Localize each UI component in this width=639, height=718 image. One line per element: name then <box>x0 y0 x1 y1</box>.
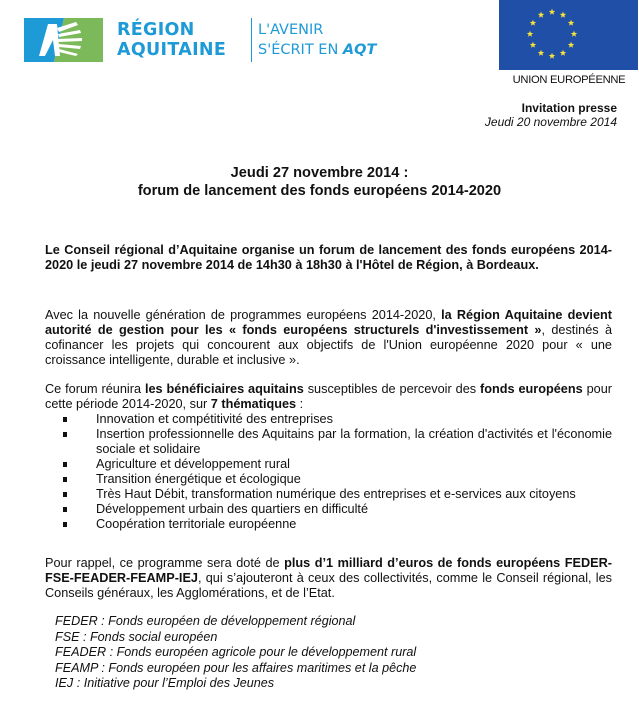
title-line1: Jeudi 27 novembre 2014 : <box>230 165 409 181</box>
bullet-icon <box>63 477 67 482</box>
logo-divider <box>251 18 252 62</box>
list-item <box>63 487 612 502</box>
theme-text: Agriculture et développement rural <box>96 457 290 471</box>
page-title <box>0 164 639 200</box>
acronym-definitions <box>55 614 416 692</box>
theme-text: Très Haut Débit, transformation numérique des entreprises et e-services aux citoyens <box>96 487 576 501</box>
intro-paragraph: Le Conseil régional d’Aquitaine organise un forum de lancement des fonds européens 2014-2020 le jeudi 27 novembre 2014 de 14h30 à 18h30 à l'Hôtel de Région, à Bordeaux. <box>45 243 612 272</box>
management-paragraph <box>45 308 612 368</box>
list-item <box>63 457 612 472</box>
bullet-icon <box>63 522 67 527</box>
eu-label: UNION EUROPÉENNE <box>512 74 626 86</box>
themes-list <box>63 412 612 532</box>
bold-span: 7 thématiques <box>210 397 297 411</box>
bullet-icon <box>63 507 67 512</box>
bold-span: plus d’1 milliard d’euros de fonds européens FEDER-FSE-FEADER-FEAMP-IEJ <box>45 556 613 585</box>
region-name <box>117 20 226 60</box>
funding-paragraph <box>45 556 612 601</box>
bold-span: les bénéficiaires aquitains <box>144 382 304 396</box>
text-span: , destinés à cofinancer les projets qui concourent aux objectifs de l'Union européenne 2020 pour « une croissance intelligente, durable et inclusive ». <box>45 323 612 367</box>
theme-text: Innovation et compétitivité des entreprises <box>96 412 333 426</box>
text-span: Pour rappel, ce programme sera doté de <box>45 556 285 570</box>
region-name-line2: AQUITAINE <box>117 40 227 60</box>
definition-item: FEAMP : Fonds européen pour les affaires maritimes et la pêche <box>55 660 417 675</box>
definition-item: FSE : Fonds social européen <box>55 629 218 644</box>
text-span: , qui s’ajouteront à ceux des collectivités, comme le Conseil régional, les Conseils généraux, les Agglomérations, et de l’Etat. <box>45 571 612 600</box>
bold-span: fonds européens <box>480 382 583 396</box>
list-item <box>63 472 612 487</box>
list-item <box>63 427 612 457</box>
eu-flag-icon <box>499 0 638 70</box>
theme-text: Développement urbain des quartiers en difficulté <box>96 502 369 516</box>
tagline-emphasis: AQT <box>342 42 377 58</box>
definition-item: FEADER : Fonds européen agricole pour le développement rural <box>55 645 417 659</box>
definition-item: FEDER : Fonds européen de développement régional <box>55 614 356 628</box>
text-span: Avec la nouvelle génération de programmes européens 2014-2020, <box>45 308 442 322</box>
theme-text: Transition énergétique et écologique <box>96 472 301 486</box>
bullet-icon <box>63 432 67 437</box>
definition-item: IEJ : Initiative pour l’Emploi des Jeunes <box>55 676 275 690</box>
list-item <box>63 517 612 532</box>
region-aquitaine-logo-icon <box>24 18 103 62</box>
tagline-line2 <box>258 40 376 60</box>
text-span: pour cette période 2014-2020, sur <box>45 382 613 411</box>
press-date: Jeudi 20 novembre 2014 <box>484 115 617 129</box>
press-type: Invitation presse <box>521 101 617 115</box>
text-span: susceptibles de percevoir des <box>303 382 481 396</box>
region-name-line1: RÉGION <box>117 20 195 40</box>
title-line2: forum de lancement des fonds européens 2014-2020 <box>137 183 502 199</box>
list-item <box>63 412 612 427</box>
bullet-icon <box>63 417 67 422</box>
list-item <box>63 502 612 517</box>
tagline-prefix: S'ÉCRIT EN <box>258 42 343 58</box>
bullet-icon <box>63 492 67 497</box>
theme-text: Coopération territoriale européenne <box>96 517 297 531</box>
text-span: Ce forum réunira <box>45 382 145 396</box>
bullet-icon <box>63 462 67 467</box>
tagline-line1: L'AVENIR <box>258 22 324 38</box>
forum-paragraph <box>45 382 612 412</box>
bold-span: la Région Aquitaine devient autorité de gestion pour les « fonds européens structurels d'investissement » <box>45 308 612 337</box>
press-info <box>485 101 617 129</box>
theme-text: Insertion professionnelle des Aquitains par la formation, la création d'activités et l'économie sociale et solidaire <box>96 427 612 456</box>
region-tagline <box>258 20 376 60</box>
text-span: : <box>296 397 304 411</box>
